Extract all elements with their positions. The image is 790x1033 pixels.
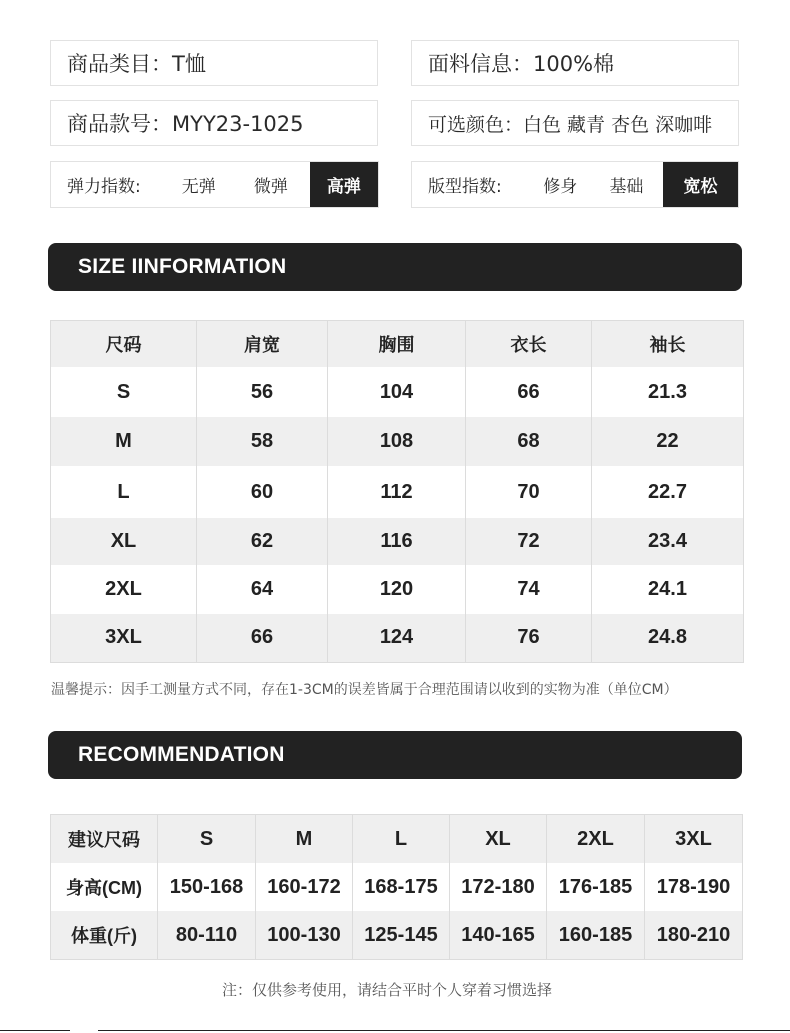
fit-index: [411, 161, 739, 208]
recommendation-table: [50, 814, 743, 960]
header-cell: S: [158, 815, 256, 864]
table-cell: 112: [328, 466, 466, 518]
header-cell: 胸围: [328, 321, 466, 368]
fit-option-regular[interactable]: 基础: [609, 177, 644, 197]
table-row: [51, 518, 744, 565]
table-row: [51, 367, 744, 417]
table-cell: 66: [466, 367, 592, 417]
table-cell: S: [51, 367, 197, 417]
header-cell: XL: [450, 815, 547, 864]
table-cell: 80-110: [158, 911, 256, 960]
table-cell: M: [51, 417, 197, 466]
table-cell: 104: [328, 367, 466, 417]
category-box: [50, 40, 378, 86]
fit-label: 版型指数:: [428, 177, 502, 197]
table-cell: 172-180: [450, 863, 547, 911]
bottom-divider-right: [98, 1030, 790, 1031]
size-note: 温馨提示：因手工测量方式不同，存在1-3CM的误差皆属于合理范围请以收到的实物为准（单位CM）: [51, 682, 678, 698]
elasticity-option-none[interactable]: 无弹: [181, 177, 216, 197]
category-text: 商品类目：T恤: [67, 52, 206, 76]
table-cell: XL: [51, 518, 197, 565]
table-cell: 24.1: [648, 578, 687, 600]
size-table-header: [51, 321, 744, 368]
table-cell: 56: [197, 367, 328, 417]
header-cell: 建议尺码: [51, 815, 158, 864]
elasticity-option-high[interactable]: 高弹: [310, 162, 378, 207]
table-cell: 108: [328, 417, 466, 466]
size-information-banner: [48, 243, 742, 291]
table-row: [51, 417, 744, 466]
table-cell: 70: [466, 466, 592, 518]
table-cell: 178-190: [656, 875, 731, 898]
table-cell: 120: [328, 565, 466, 614]
bottom-divider-left: [0, 1030, 70, 1031]
table-cell: 74: [466, 565, 592, 614]
fit-option-slim[interactable]: 修身: [543, 177, 578, 197]
elasticity-option-slight[interactable]: 微弹: [253, 177, 288, 197]
table-cell: 168-175: [353, 863, 450, 911]
table-cell: 100-130: [256, 911, 353, 960]
table-cell: 24.8: [592, 614, 744, 662]
row-header-weight: 体重(斤): [51, 911, 158, 960]
table-cell: 64: [197, 565, 328, 614]
table-cell: 2XL: [51, 565, 197, 614]
table-cell: 66: [197, 614, 328, 662]
table-cell: 21.3: [648, 380, 687, 403]
elasticity-label: 弹力指数:: [67, 177, 141, 197]
table-cell: 160-185: [547, 911, 645, 960]
table-cell: 124: [328, 614, 466, 662]
size-information-title: SIZE IINFORMATION: [78, 255, 287, 278]
table-cell: 176-185: [547, 863, 645, 911]
table-row: [51, 565, 744, 614]
header-cell: 袖长: [592, 321, 744, 368]
row-header-height: 身高(CM): [51, 863, 158, 911]
header-cell: 2XL: [547, 815, 645, 864]
table-cell: 3XL: [51, 614, 197, 662]
table-cell: 22: [592, 417, 744, 466]
recommendation-note: 注：仅供参考使用，请结合平时个人穿着习惯选择: [222, 981, 553, 999]
header-cell: 3XL: [645, 815, 743, 864]
header-cell: M: [256, 815, 353, 864]
recommendation-title: RECOMMENDATION: [78, 743, 285, 766]
fabric-box: [411, 40, 739, 86]
table-cell: 76: [466, 614, 592, 662]
table-row: [51, 911, 743, 960]
table-cell: 116: [328, 518, 466, 565]
table-cell: 68: [466, 417, 592, 466]
table-cell: 140-165: [450, 911, 547, 960]
table-cell: 160-172: [256, 863, 353, 911]
header-cell: 肩宽: [197, 321, 328, 368]
table-cell: 22.7: [648, 480, 687, 503]
colors-text: 可选颜色：白色 藏青 杏色 深咖啡: [428, 113, 713, 136]
fabric-text: 面料信息：100%棉: [428, 52, 615, 76]
model-box: [50, 100, 378, 146]
table-cell: L: [51, 466, 197, 518]
colors-box: [411, 100, 739, 146]
recommendation-banner: [48, 731, 742, 779]
size-table: [50, 320, 744, 663]
header-cell: 衣长: [466, 321, 592, 368]
table-row: [51, 863, 743, 911]
header-cell: 尺码: [51, 321, 197, 368]
table-cell: 180-210: [645, 911, 743, 960]
table-cell: 72: [466, 518, 592, 565]
table-cell: 62: [197, 518, 328, 565]
table-cell: 60: [197, 466, 328, 518]
table-row: [51, 466, 744, 518]
header-cell: L: [353, 815, 450, 864]
fit-option-loose[interactable]: 宽松: [663, 162, 738, 207]
table-cell: 125-145: [353, 911, 450, 960]
recommendation-header: [51, 815, 743, 864]
elasticity-index: [50, 161, 379, 208]
table-row: [51, 614, 744, 662]
table-cell: 150-168: [158, 863, 256, 911]
table-cell: 23.4: [592, 518, 744, 565]
model-text: 商品款号：MYY23-1025: [67, 112, 304, 136]
table-cell: 58: [197, 417, 328, 466]
